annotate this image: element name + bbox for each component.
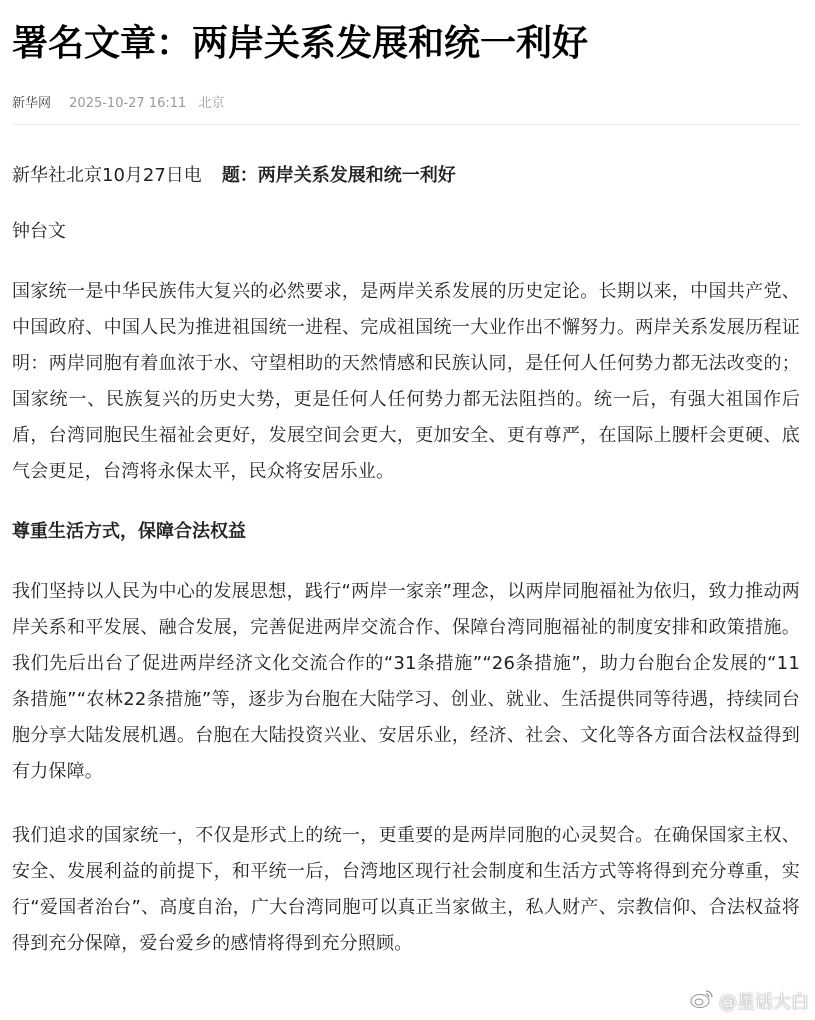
publish-location: 北京	[198, 96, 225, 111]
dateline-prefix: 新华社北京10月27日电	[12, 165, 202, 186]
weibo-logo-icon	[689, 987, 715, 1014]
body-paragraph: 国家统一是中华民族伟大复兴的必然要求，是两岸关系发展的历史定论。长期以来，中国共产党、中国政府、中国人民为推进祖国统一进程、完成祖国统一大业作出不懈努力。两岸关系发展历程证明：两岸同胞有着血浓于水、守望相助的天然情感和民族认同，是任何人任何势力都无法改变的；国家统一、民族复兴的历史大势，更是任何人任何势力都无法阻挡的。统一后，有强大祖国作后盾，台湾同胞民生福祉会更好，发展空间会更大，更加安全、更有尊严，在国际上腰杆会更硬、底气会更足，台湾将永保太平，民众将安居乐业。	[12, 281, 800, 482]
dateline	[12, 162, 800, 190]
article-title: 署名文章：两岸关系发展和统一利好	[12, 23, 589, 64]
watermark-text: @星话大白	[719, 991, 809, 1013]
article	[12, 0, 800, 980]
meta-divider	[12, 124, 800, 125]
publish-datetime: 2025-10-27 16:11	[69, 96, 187, 111]
watermark	[689, 987, 809, 1014]
source-name[interactable]: 新华网	[12, 96, 52, 111]
section-heading: 尊重生活方式，保障合法权益	[12, 521, 246, 542]
dateline-subject: 题：两岸关系发展和统一利好	[221, 165, 456, 186]
byline: 钟台文	[12, 221, 66, 242]
article-meta	[12, 94, 800, 114]
body-paragraph: 我们坚持以人民为中心的发展思想，践行“两岸一家亲”理念，以两岸同胞福祉为依归，致力推动两岸关系和平发展、融合发展，完善促进两岸交流合作、保障台湾同胞福祉的制度安排和政策措施。我们先后出台了促进两岸经济文化交流合作的“31条措施”“26条措施”，助力台胞台企发展的“11条措施”“农林22条措施”等，逐步为台胞在大陆学习、创业、就业、生活提供同等待遇，持续同台胞分享大陆发展机遇。台胞在大陆投资兴业、安居乐业，经济、社会、文化等各方面合法权益得到有力保障。	[12, 581, 800, 782]
body-paragraph: 我们追求的国家统一，不仅是形式上的统一，更重要的是两岸同胞的心灵契合。在确保国家主权、安全、发展利益的前提下，和平统一后，台湾地区现行社会制度和生活方式等将得到充分尊重，实行“爱国者治台”、高度自治，广大台湾同胞可以真正当家做主，私人财产、宗教信仰、合法权益将得到充分保障，爱台爱乡的感情将得到充分照顾。	[12, 825, 800, 954]
